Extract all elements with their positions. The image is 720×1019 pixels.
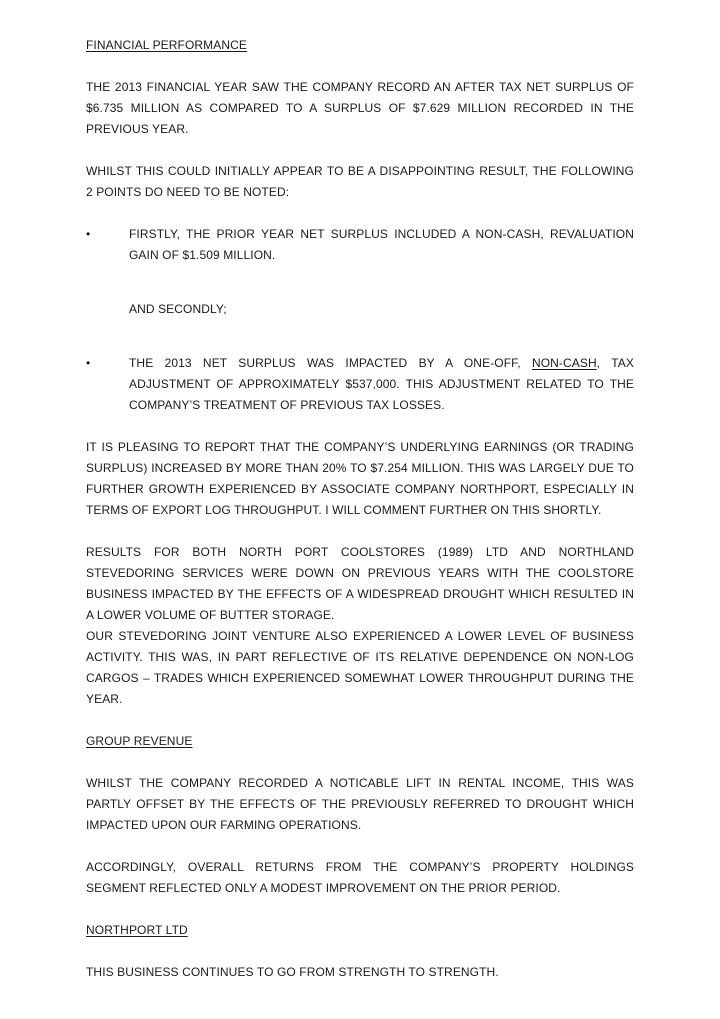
paragraph-underlying-earnings: IT IS PLEASING TO REPORT THAT THE COMPANY’S UNDERLYING EARNINGS (OR TRADING SURPLUS) INCREASED BY MORE THAN 20% TO $7.254 MILLION. THIS WAS LARGELY DUE TO FURTHER GROWTH EXPERIENCED BY ASSOCIATE COMPANY NORTHPORT, ESPECIALLY IN TERMS OF EXPORT LOG THROUGHPUT. I WILL COMMENT FURTHER ON THIS SHORTLY. [86,440,634,517]
spacer [86,56,634,77]
bullet-text-end: , TAX ADJUSTMENT OF APPROXIMATELY $537,000. THIS ADJUSTMENT RELATED TO THE COMPANY’S TREATMENT OF PREVIOUS TAX LOSSES. [129,356,634,412]
section-heading-northport: NORTHPORT LTD [86,923,188,937]
spacer [86,266,634,287]
bullet-text [129,353,634,416]
paragraph-rental-income: WHILST THE COMPANY RECORDED A NOTICABLE LIFT IN RENTAL INCOME, THIS WAS PARTLY OFFSET BY THE EFFECTS OF THE PREVIOUSLY REFERRED TO DROUGHT WHICH IMPACTED UPON OUR FARMING OPERATIONS. [86,776,634,832]
bullet-icon: • [86,227,91,241]
paragraph-northport-strength: THIS BUSINESS CONTINUES TO GO FROM STRENGTH TO STRENGTH. [86,965,499,979]
spacer [86,941,634,962]
underlined-non-cash: NON-CASH [531,356,597,370]
bullet-text-start: THE 2013 NET SURPLUS WAS IMPACTED BY A ONE-OFF, [129,356,532,370]
bullet-item-tax-adjustment [86,353,634,416]
section-heading-group-revenue: GROUP REVENUE [86,734,193,748]
paragraph-stevedoring: OUR STEVEDORING JOINT VENTURE ALSO EXPERIENCED A LOWER LEVEL OF BUSINESS ACTIVITY. THIS WAS, IN PART REFLECTIVE OF ITS RELATIVE DEPENDENCE ON NON-LOG CARGOS – TRADES WHICH EXPERIENCED SOMEWHAT LOWER THROUGHPUT DURING THE YEAR. [86,629,634,706]
spacer [86,752,634,773]
spacer [86,140,634,161]
document-page [86,35,634,983]
paragraph-net-surplus: THE 2013 FINANCIAL YEAR SAW THE COMPANY RECORD AN AFTER TAX NET SURPLUS OF $6.735 MILLION AS COMPARED TO A SURPLUS OF $7.629 MILLION RECORDED IN THE PREVIOUS YEAR. [86,80,634,136]
and-secondly-text: AND SECONDLY; [129,302,227,316]
paragraph-disappointing-result: WHILST THIS COULD INITIALLY APPEAR TO BE A DISAPPOINTING RESULT, THE FOLLOWING 2 POINTS DO NEED TO BE NOTED: [86,164,634,199]
spacer [86,836,634,857]
bullet-item-revaluation-gain [86,224,634,266]
spacer [86,899,634,920]
paragraph-property-holdings: ACCORDINGLY, OVERALL RETURNS FROM THE COMPANY’S PROPERTY HOLDINGS SEGMENT REFLECTED ONLY A MODEST IMPROVEMENT ON THE PRIOR PERIOD. [86,860,634,895]
spacer [86,332,634,353]
bullet-text: FIRSTLY, THE PRIOR YEAR NET SURPLUS INCLUDED A NON-CASH, REVALUATION GAIN OF $1.509 MILLION. [129,227,634,262]
bullet-icon: • [86,356,91,370]
spacer [86,203,634,224]
section-heading-financial-performance: FINANCIAL PERFORMANCE [86,38,248,52]
spacer [86,521,634,542]
spacer [86,416,634,437]
spacer [86,710,634,731]
paragraph-coolstores-results: RESULTS FOR BOTH NORTH PORT COOLSTORES (1989) LTD AND NORTHLAND STEVEDORING SERVICES WERE DOWN ON PREVIOUS YEARS WITH THE COOLSTORE BUSINESS IMPACTED BY THE EFFECTS OF A WIDESPREAD DROUGHT WHICH RESULTED IN A LOWER VOLUME OF BUTTER STORAGE. [86,545,634,622]
